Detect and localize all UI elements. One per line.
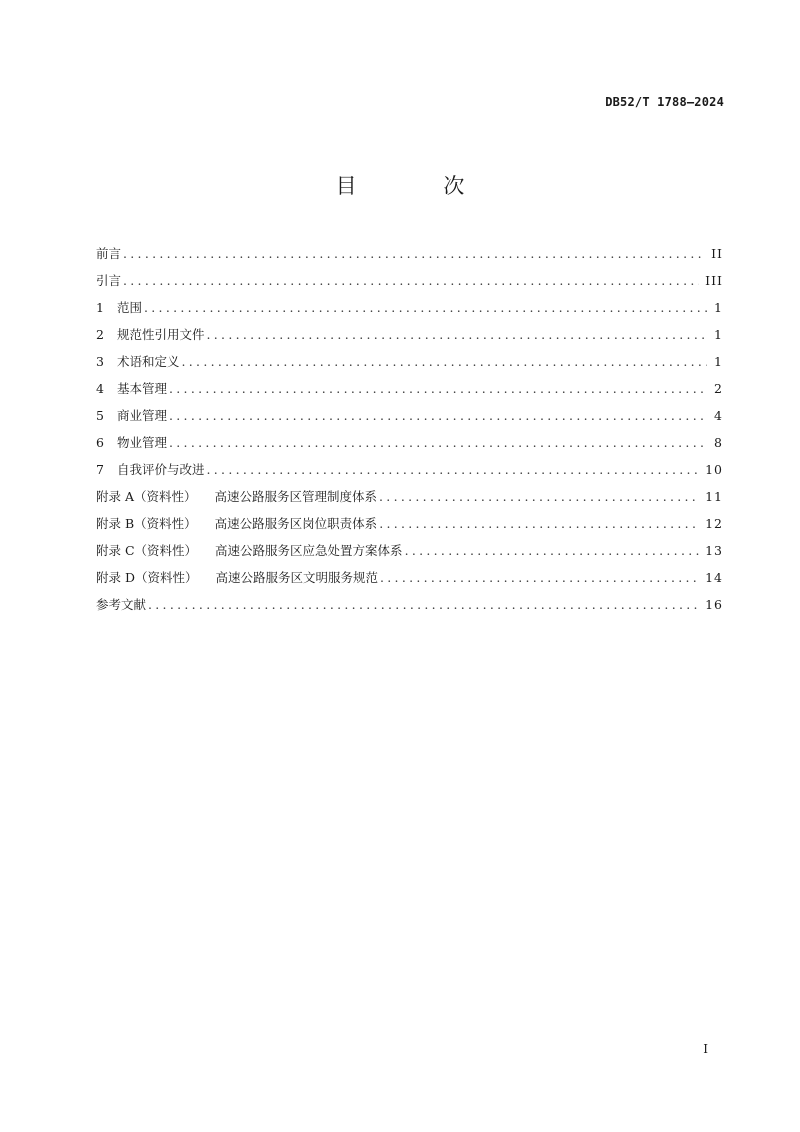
toc-entry-label: 物业管理 [117, 435, 168, 450]
toc-entry-label: 基本管理 [117, 381, 168, 396]
toc-entry-page: 16 [705, 597, 723, 612]
toc-leader-dots [123, 273, 699, 288]
toc-entry[interactable] [96, 514, 723, 541]
toc-entry[interactable] [96, 487, 723, 514]
toc-entry[interactable] [96, 568, 723, 595]
toc-entry-heading [96, 487, 377, 505]
toc-entry[interactable] [96, 298, 723, 325]
toc-entry-page: II [711, 246, 723, 261]
toc-entry-label: 规范性引用文件 [117, 327, 205, 342]
toc-entry-heading [96, 460, 205, 478]
toc-entry[interactable] [96, 406, 723, 433]
page-number: I [703, 1042, 708, 1056]
toc-entry[interactable] [96, 595, 723, 622]
toc-entry-heading [96, 325, 205, 343]
toc-entry-label: 前言 [96, 246, 122, 261]
toc-entry-appendix: 附录 B（资料性） [96, 516, 197, 531]
toc-leader-dots [144, 300, 707, 315]
toc-entry-page: 10 [705, 462, 723, 477]
toc-entry-label: 商业管理 [117, 408, 168, 423]
toc-entry-number: 1 [96, 300, 104, 315]
toc-leader-dots [182, 354, 707, 369]
toc-entry-appendix: 附录 D（资料性） [96, 570, 198, 585]
page-title: 目 次 [335, 174, 505, 198]
toc-entry-appendix: 附录 A（资料性） [96, 489, 197, 504]
toc-entry-number: 5 [96, 408, 104, 423]
toc-entry-page: 1 [714, 300, 723, 315]
toc-leader-dots [380, 570, 699, 585]
toc-entry-heading [96, 541, 403, 559]
toc-entry-label: 高速公路服务区应急处置方案体系 [215, 543, 403, 558]
toc-leader-dots [207, 327, 707, 342]
toc-entry[interactable] [96, 325, 723, 352]
toc-leader-dots [379, 489, 699, 504]
toc-entry[interactable] [96, 379, 723, 406]
toc-entry-label: 范围 [117, 300, 143, 315]
toc-entry-heading [96, 433, 167, 451]
toc-leader-dots [123, 246, 705, 261]
toc-entry-page: 2 [714, 381, 723, 396]
toc-entry-heading [96, 568, 378, 586]
toc-entry-label: 引言 [96, 273, 122, 288]
table-of-contents [96, 244, 723, 622]
toc-entry[interactable] [96, 352, 723, 379]
toc-entry-page: 11 [705, 489, 723, 504]
toc-entry-label: 高速公路服务区管理制度体系 [214, 489, 378, 504]
toc-leader-dots [207, 462, 700, 477]
toc-entry-page: 1 [714, 327, 723, 342]
toc-entry[interactable] [96, 541, 723, 568]
toc-entry-heading [96, 595, 146, 613]
toc-entry-number: 2 [96, 327, 104, 342]
toc-entry[interactable] [96, 460, 723, 487]
toc-entry-page: 1 [714, 354, 723, 369]
toc-entry-appendix: 附录 C（资料性） [96, 543, 198, 558]
toc-leader-dots [169, 435, 707, 450]
toc-entry-label: 术语和定义 [117, 354, 180, 369]
toc-leader-dots [169, 408, 707, 423]
toc-leader-dots [169, 381, 707, 396]
toc-entry-page: 12 [705, 516, 723, 531]
toc-leader-dots [405, 543, 700, 558]
toc-entry-number: 6 [96, 435, 104, 450]
toc-entry-number: 7 [96, 462, 104, 477]
toc-entry-heading [96, 379, 167, 397]
toc-entry-label: 自我评价与改进 [117, 462, 205, 477]
document-code: DB52/T 1788—2024 [605, 95, 724, 109]
toc-entry-label: 参考文献 [96, 597, 147, 612]
toc-entry-heading [96, 352, 180, 370]
toc-entry-number: 4 [96, 381, 104, 396]
toc-entry[interactable] [96, 271, 723, 298]
toc-entry-page: III [705, 273, 723, 288]
toc-entry-label: 高速公路服务区岗位职责体系 [214, 516, 378, 531]
toc-entry-page: 14 [705, 570, 723, 585]
toc-entry-number: 3 [96, 354, 104, 369]
toc-entry[interactable] [96, 433, 723, 460]
toc-entry-label: 高速公路服务区文明服务规范 [215, 570, 379, 585]
toc-entry-heading [96, 298, 142, 316]
toc-leader-dots [148, 597, 699, 612]
toc-entry-page: 4 [714, 408, 723, 423]
toc-leader-dots [379, 516, 699, 531]
toc-entry[interactable] [96, 244, 723, 271]
toc-entry-heading [96, 406, 167, 424]
toc-entry-page: 8 [714, 435, 723, 450]
toc-entry-heading [96, 514, 377, 532]
toc-entry-page: 13 [705, 543, 723, 558]
toc-entry-heading [96, 244, 121, 262]
toc-entry-heading [96, 271, 121, 289]
